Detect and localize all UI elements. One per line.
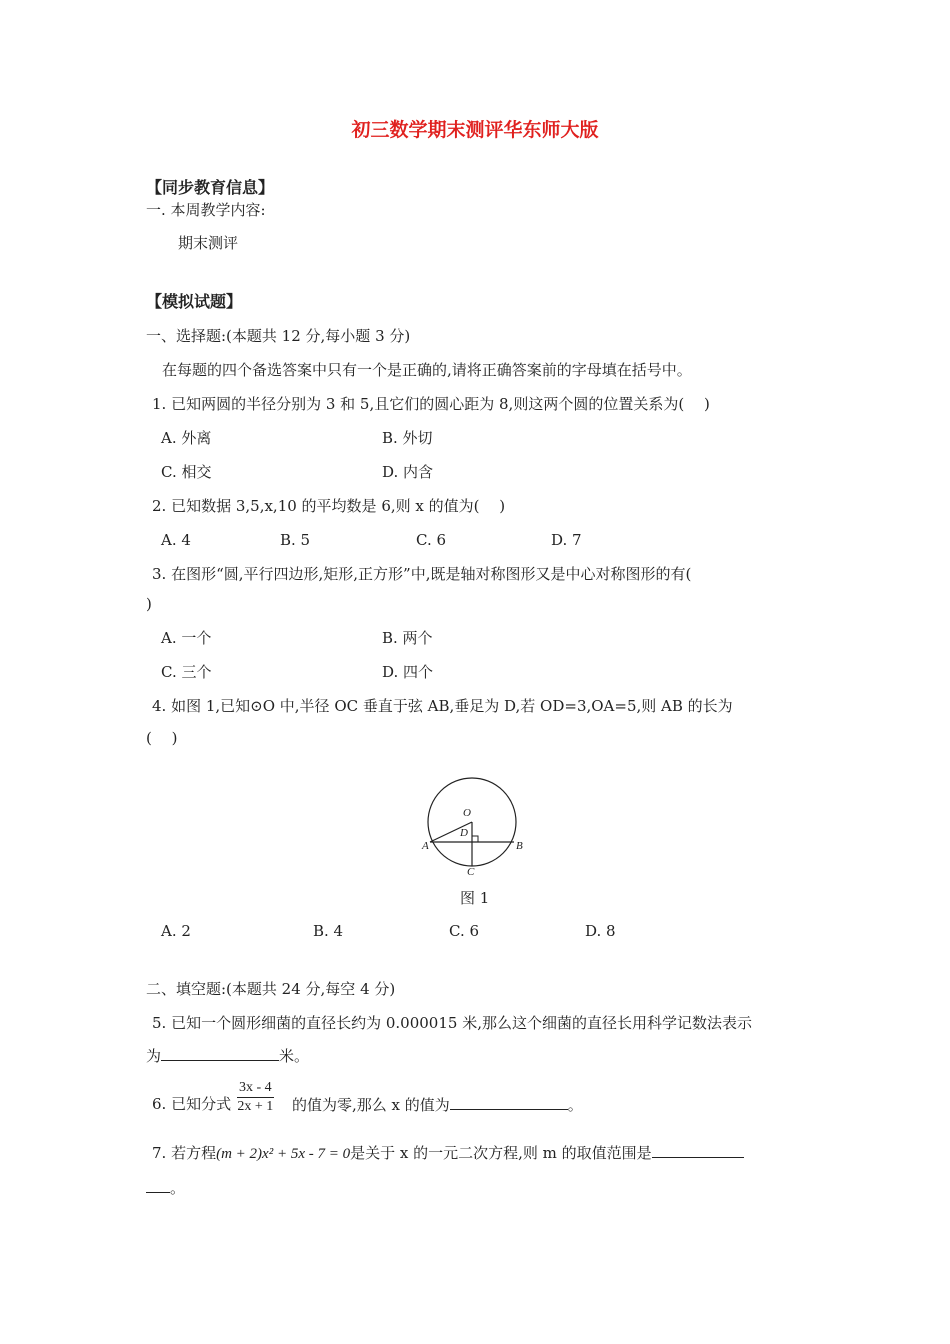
- figure-caption: 图 1: [460, 889, 490, 907]
- q1-option-a: A. 外离: [161, 429, 212, 447]
- label-d: D: [460, 827, 468, 839]
- q6-numerator: 3x - 4: [237, 1080, 274, 1098]
- right-angle-mark: [472, 836, 478, 842]
- question-3: 3. 在图形“圆,平行四边形,矩形,正方形”中,既是轴对称图形又是中心对称图形的有(: [152, 565, 692, 583]
- q2-option-b: B. 5: [280, 531, 311, 549]
- question-5-cont: [146, 1045, 309, 1066]
- q4-option-b: B. 4: [313, 922, 344, 940]
- question-6-pre: 6. 已知分式: [152, 1095, 232, 1113]
- section2-title: 二、填空题:(本题共 24 分,每空 4 分): [146, 980, 396, 998]
- q3-option-b: B. 两个: [382, 629, 433, 647]
- question-7: [152, 1142, 744, 1164]
- question-3-cont: ): [146, 595, 152, 613]
- q6-fraction: [237, 1080, 274, 1115]
- q5-prefix: 为: [146, 1047, 162, 1065]
- label-c: C: [467, 866, 475, 877]
- q4-option-d: D. 8: [585, 922, 616, 940]
- q2-option-d: D. 7: [551, 531, 582, 549]
- q4-option-a: A. 2: [161, 922, 191, 940]
- question-7-cont: [146, 1177, 185, 1198]
- q3-option-a: A. 一个: [161, 629, 212, 647]
- question-4: 4. 如图 1,已知⊙O 中,半径 OC 垂直于弦 AB,垂足为 D,若 OD=3,OA=5,则 AB 的长为: [152, 697, 733, 715]
- q7-answer-blank-cont[interactable]: [146, 1177, 170, 1193]
- q5-suffix: 米。: [279, 1047, 310, 1065]
- q7-pre: 7. 若方程: [152, 1144, 217, 1162]
- section1-intro: 在每题的四个备选答案中只有一个是正确的,请将正确答案前的字母填在括号中。: [162, 361, 692, 379]
- question-6-post: [292, 1094, 583, 1115]
- q7-answer-blank[interactable]: [652, 1142, 744, 1158]
- figure-1-circle-diagram: [420, 772, 530, 877]
- q5-answer-blank[interactable]: [161, 1045, 279, 1061]
- label-o: O: [463, 807, 471, 819]
- question-5: 5. 已知一个圆形细菌的直径长约为 0.000015 米,那么这个细菌的直径长用科学记数法表示: [152, 1014, 752, 1032]
- q6-answer-blank[interactable]: [450, 1094, 568, 1110]
- q7-end: 。: [170, 1179, 186, 1197]
- q6-post-text: 的值为零,那么 x 的值为: [292, 1096, 450, 1114]
- q1-option-c: C. 相交: [161, 463, 212, 481]
- label-a: A: [422, 840, 429, 852]
- question-1: 1. 已知两圆的半径分别为 3 和 5,且它们的圆心距为 8,则这两个圆的位置关系为( ): [152, 395, 710, 413]
- practice-heading: 【模拟试题】: [146, 292, 243, 311]
- question-4-cont: ( ): [146, 729, 178, 747]
- section1-title: 一、选择题:(本题共 12 分,每小题 3 分): [146, 327, 411, 345]
- q1-option-b: B. 外切: [382, 429, 433, 447]
- q2-option-a: A. 4: [161, 531, 191, 549]
- q3-option-d: D. 四个: [382, 663, 434, 681]
- q7-equation: (m + 2)x² + 5x - 7 = 0: [216, 1146, 351, 1162]
- q7-post: 是关于 x 的一元二次方程,则 m 的取值范围是: [350, 1144, 652, 1162]
- content-label: 一. 本周教学内容:: [146, 201, 266, 219]
- q6-end: 。: [567, 1096, 583, 1114]
- q4-option-c: C. 6: [449, 922, 480, 940]
- label-b: B: [516, 840, 523, 852]
- info-heading: 【同步教育信息】: [146, 178, 275, 197]
- content-text: 期末测评: [178, 234, 239, 252]
- question-2: 2. 已知数据 3,5,x,10 的平均数是 6,则 x 的值为( ): [152, 497, 506, 515]
- q3-option-c: C. 三个: [161, 663, 212, 681]
- q2-option-c: C. 6: [416, 531, 447, 549]
- q6-denominator: 2x + 1: [237, 1099, 274, 1114]
- q1-option-d: D. 内含: [382, 463, 434, 481]
- page-title: 初三数学期末测评华东师大版: [351, 119, 599, 141]
